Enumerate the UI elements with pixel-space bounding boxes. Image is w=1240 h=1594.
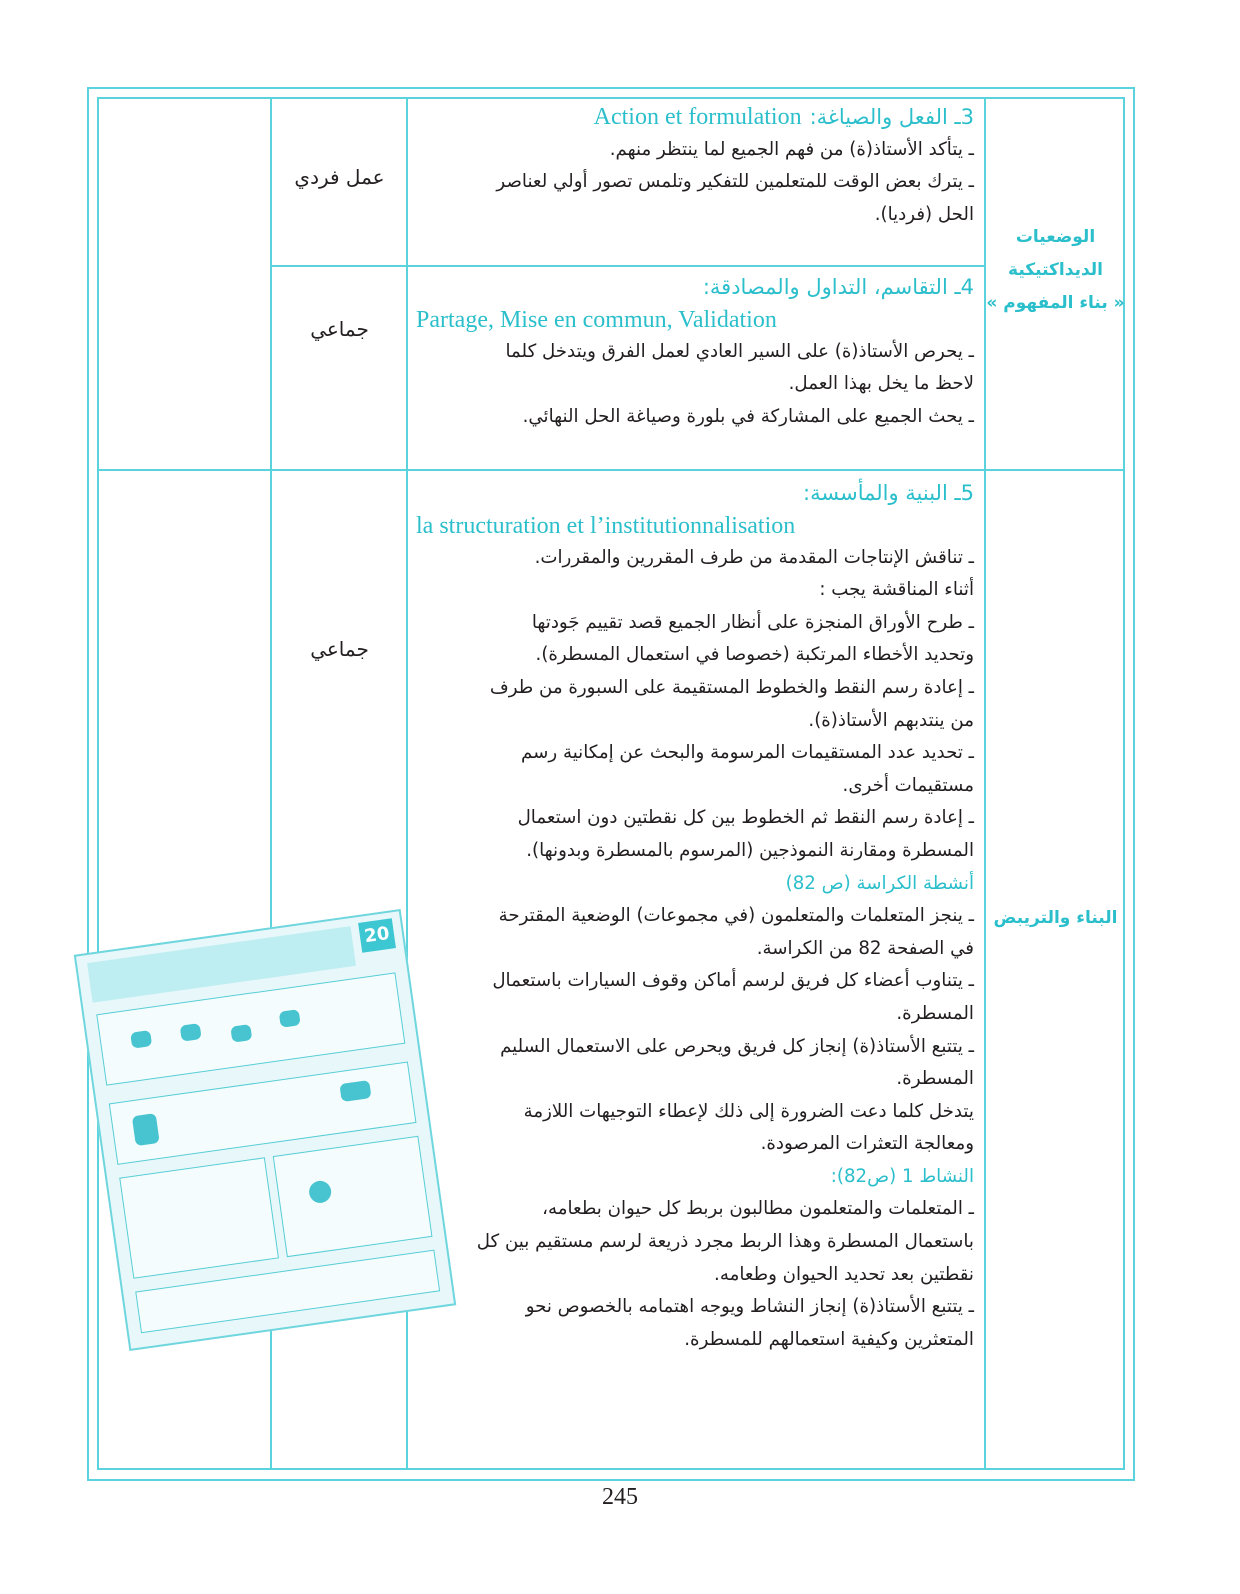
content-line: باستعمال المسطرة وهذا الربط مجرد ذريعة لرسم مستقيم بين كل [476,1231,974,1253]
content-line: يتدخل كلما دعت الضرورة إلى ذلك لإعطاء التوجيهات اللازمة [523,1100,974,1122]
stage-building-practice [986,902,1125,935]
ball-icon [308,1180,333,1205]
content-line: ـ يترك بعض الوقت للمتعلمين للتفكير وتلمس تصور أولي لعناصر [496,171,974,193]
content-line: ـ تحديد عدد المستقيمات المرسومة والبحث عن إمكانية رسم [521,742,974,764]
content-line: ـ يتناوب أعضاء كل فريق لرسم أماكن وقوف السيارات باستعمال [492,970,974,992]
work-mode-collective: جماعي [310,317,369,341]
content-line: ـ يحرص الأستاذ(ة) على السير العادي لعمل الفرق ويتدخل كلما [505,340,974,362]
work-mode-collective: جماعي [310,637,369,661]
page-number: 245 [602,1484,638,1510]
heading-arabic: 4ـ التقاسم، التداول والمصادقة: [702,275,974,299]
sub-heading: أنشطة الكراسة (ص 82) [785,872,974,894]
car-icon [180,1023,202,1042]
content-line: ومعالجة التعثرات المرصودة. [760,1133,974,1155]
work-mode-individual: عمل فردي [294,165,385,189]
content-line: المسطرة. [896,1002,974,1024]
heading-french: Partage, Mise en commun, Validation [416,306,777,333]
stage-line: الديداكتيكية [1008,260,1103,280]
content-line: ـ تناقش الإنتاجات المقدمة من طرف المقررين والمقررات. [534,546,974,568]
row-sharing-validation [410,269,984,433]
car-icon [279,1009,301,1028]
content-line: أثناء المناقشة يجب : [819,579,974,601]
thumbnail-page-badge: 20 [358,918,396,952]
content-line: ـ ينجز المتعلمات والمتعلمون (في مجموعات) الوضعية المقترحة [498,905,974,927]
thumbnail-exercise-box [273,1136,433,1257]
sub-heading: النشاط 1 (ص82): [830,1165,974,1187]
heading-arabic: 5ـ البنية والمأسسة: [803,481,974,505]
content-line: وتحديد الأخطاء المرتكبة (خصوصا في استعمال المسطرة). [535,644,974,666]
workbook-page-thumbnail [74,909,456,1351]
stage-line: « بناء المفهوم » [986,293,1125,313]
content-line: في الصفحة 82 من الكراسة. [756,937,974,959]
row-structuring [410,475,984,1356]
content-line: ـ طرح الأوراق المنجزة على أنظار الجميع قصد تقييم جَودتها [531,611,974,633]
thumbnail-exercise-box [119,1157,279,1278]
stage-didactic-situations [986,221,1125,320]
content-line: الحل (فرديا). [874,203,974,225]
content-line: من ينتدبهم الأستاذ(ة). [808,709,974,731]
content-line: المسطرة. [896,1068,974,1090]
content-line: ـ إعادة رسم النقط ثم الخطوط بين كل نقطتين دون استعمال [517,807,974,829]
car-icon [230,1024,252,1043]
content-line: لاحظ ما يخل بهذا العمل. [788,373,974,395]
row-divider [270,265,986,267]
content-line: المسطرة ومقارنة النموذجين (المرسوم بالمسطرة وبدونها). [526,839,974,861]
content-line: ـ يتتبع الأستاذ(ة) إنجاز النشاط ويوجه اهتمامه بالخصوص نحو [525,1296,974,1318]
table-border-right [97,97,99,1470]
car-icon [130,1030,152,1049]
content-line: نقطتين بعد تحديد الحيوان وطعامه. [714,1263,974,1285]
content-line: المتعثرين وكيفية استعمالهم للمسطرة. [684,1328,974,1350]
heading-french: la structuration et l’institutionnalisation [416,512,796,539]
row-action-formulation [410,99,984,231]
content-line: ـ إعادة رسم النقط والخطوط المستقيمة على السبورة من طرف [489,676,974,698]
heading-arabic: 3ـ الفعل والصياغة: [809,105,974,129]
content-line: ـ يتتبع الأستاذ(ة) إنجاز كل فريق ويحرص على الاستعمال السليم [500,1035,974,1057]
content-line: ـ يتأكد الأستاذ(ة) من فهم الجميع لما ينتظر منهم. [609,138,974,160]
animal-icon [132,1113,160,1146]
content-line: ـ يحث الجميع على المشاركة في بلورة وصياغة الحل النهائي. [522,405,974,427]
stage-line: الوضعيات [1015,227,1096,247]
heading-french: Action et formulation [593,104,802,130]
content-line: ـ المتعلمات والمتعلمون مطالبون بربط كل حيوان بطعامه، [542,1198,974,1220]
stage-line: البناء والتريبض [993,908,1118,928]
section-heading [416,101,974,134]
row-divider [97,469,1125,471]
table-border-bottom [97,1468,1125,1470]
food-icon [339,1080,371,1102]
content-line: مستقيمات أخرى. [842,774,974,796]
